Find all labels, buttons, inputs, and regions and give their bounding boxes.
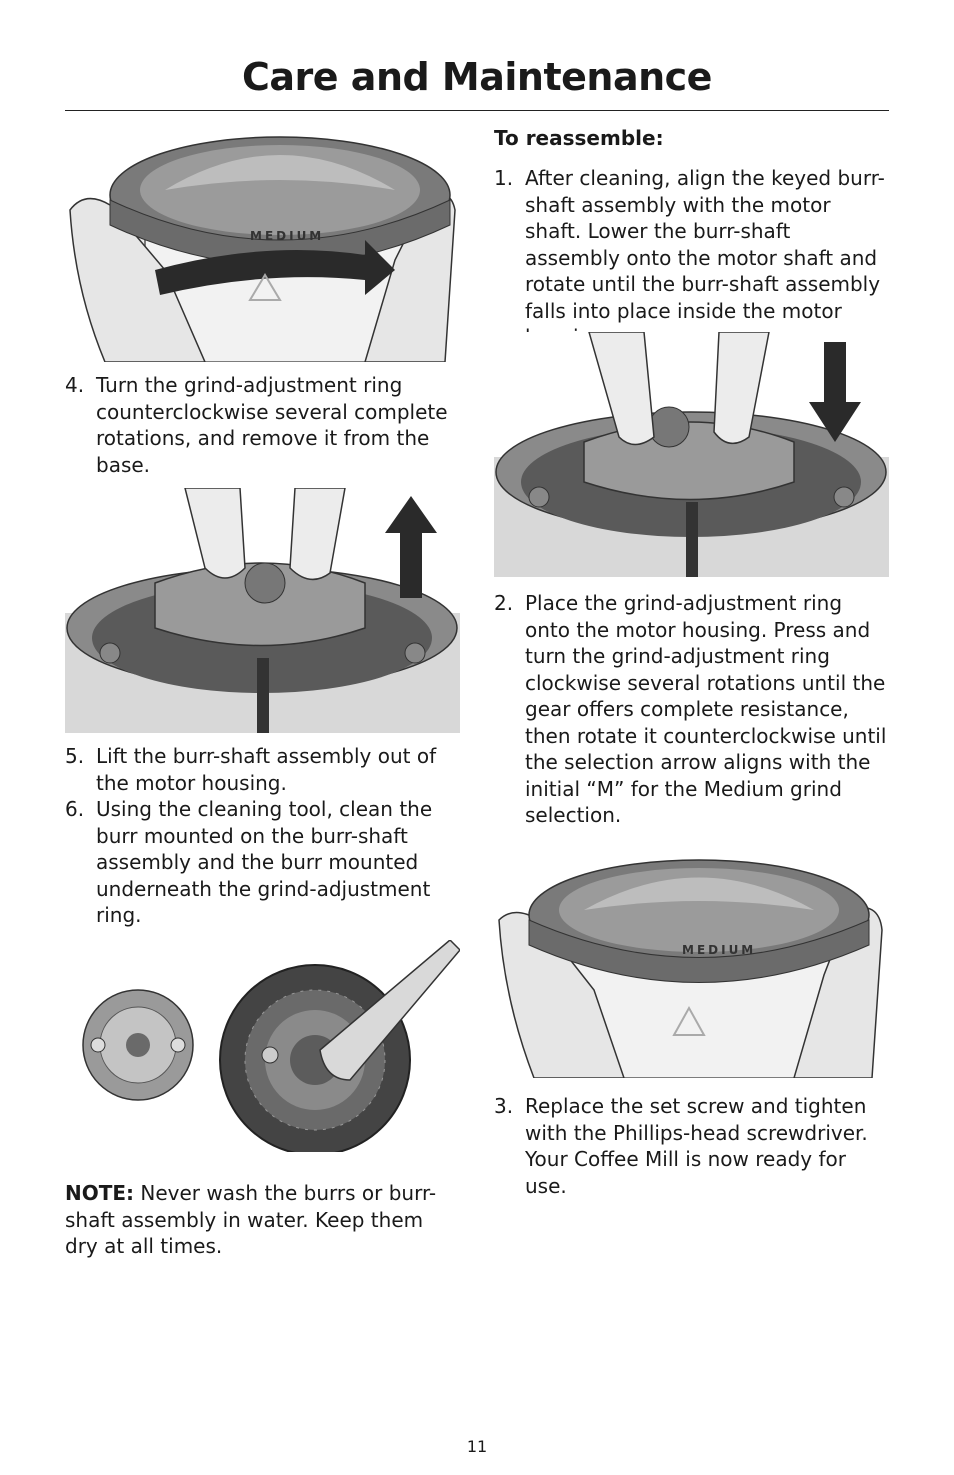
- page-title: Care and Maintenance: [242, 55, 712, 99]
- step-3-number: 3.: [494, 1094, 514, 1118]
- ring-aligned-label-text: MEDIUM: [682, 943, 757, 957]
- step-1-text: After cleaning, align the keyed burr-shaft assembly with the motor shaft. Lower the burr-shaft assembly onto the motor shaft and rotate until the burr-shaft assembly falls into place inside the motor: [525, 166, 885, 323]
- figure-lift-burr: [65, 488, 460, 733]
- lower-burr-illustration: [494, 332, 889, 577]
- step-1: [494, 165, 889, 330]
- note: [65, 1180, 460, 1265]
- step-4-text: Turn the grind-adjustment ring counterclockwise several complete rotations, and remove it from the base.: [96, 373, 448, 477]
- figure-lower-burr: [494, 332, 889, 577]
- step-2-number: 2.: [494, 591, 514, 615]
- lift-burr-illustration: [65, 488, 460, 733]
- figure-ring-aligned: [494, 850, 889, 1078]
- ring-aligned-illustration: [494, 850, 889, 1078]
- note-label: NOTE:: [65, 1181, 135, 1205]
- step-6-number: 6.: [65, 797, 85, 821]
- title-divider: [65, 110, 889, 111]
- step-5: [65, 743, 460, 798]
- figure-clean-burrs: [70, 940, 460, 1152]
- step-6: [65, 796, 460, 931]
- step-1-number: 1.: [494, 166, 514, 190]
- ring-removal-illustration: [65, 130, 460, 362]
- ring-label-text: MEDIUM: [250, 229, 325, 243]
- reassemble-heading: To reassemble:: [494, 126, 664, 150]
- step-3: [494, 1093, 889, 1203]
- step-6-text: Using the cleaning tool, clean the burr mounted on the burr-shaft assembly and the burr mounted underneath the grind-adjustment ring.: [96, 797, 433, 927]
- step-4: [65, 372, 460, 482]
- page-number: 11: [466, 1437, 488, 1456]
- step-2: [494, 590, 889, 830]
- step-5-text: Lift the burr-shaft assembly out of the motor housing.: [96, 744, 437, 795]
- step-3-text: Replace the set screw and tighten with the Phillips-head screwdriver. Your Coffee Mill is now ready for use.: [525, 1094, 868, 1198]
- step-4-number: 4.: [65, 373, 85, 397]
- figure-ring-removal: [65, 130, 460, 362]
- step-2-text: Place the grind-adjustment ring onto the motor housing. Press and turn the grind-adjustment ring clockwise several rotations until the gear offers complete resistance, then rotate it counterclockwise until the selection arrow aligns with the initial “M” for the Medium grind selection.: [525, 591, 887, 827]
- step-5-number: 5.: [65, 744, 85, 768]
- clean-burrs-illustration: [70, 940, 460, 1152]
- note-text: Never wash the burrs or burr-shaft assembly in water. Keep them dry at all times.: [65, 1181, 437, 1258]
